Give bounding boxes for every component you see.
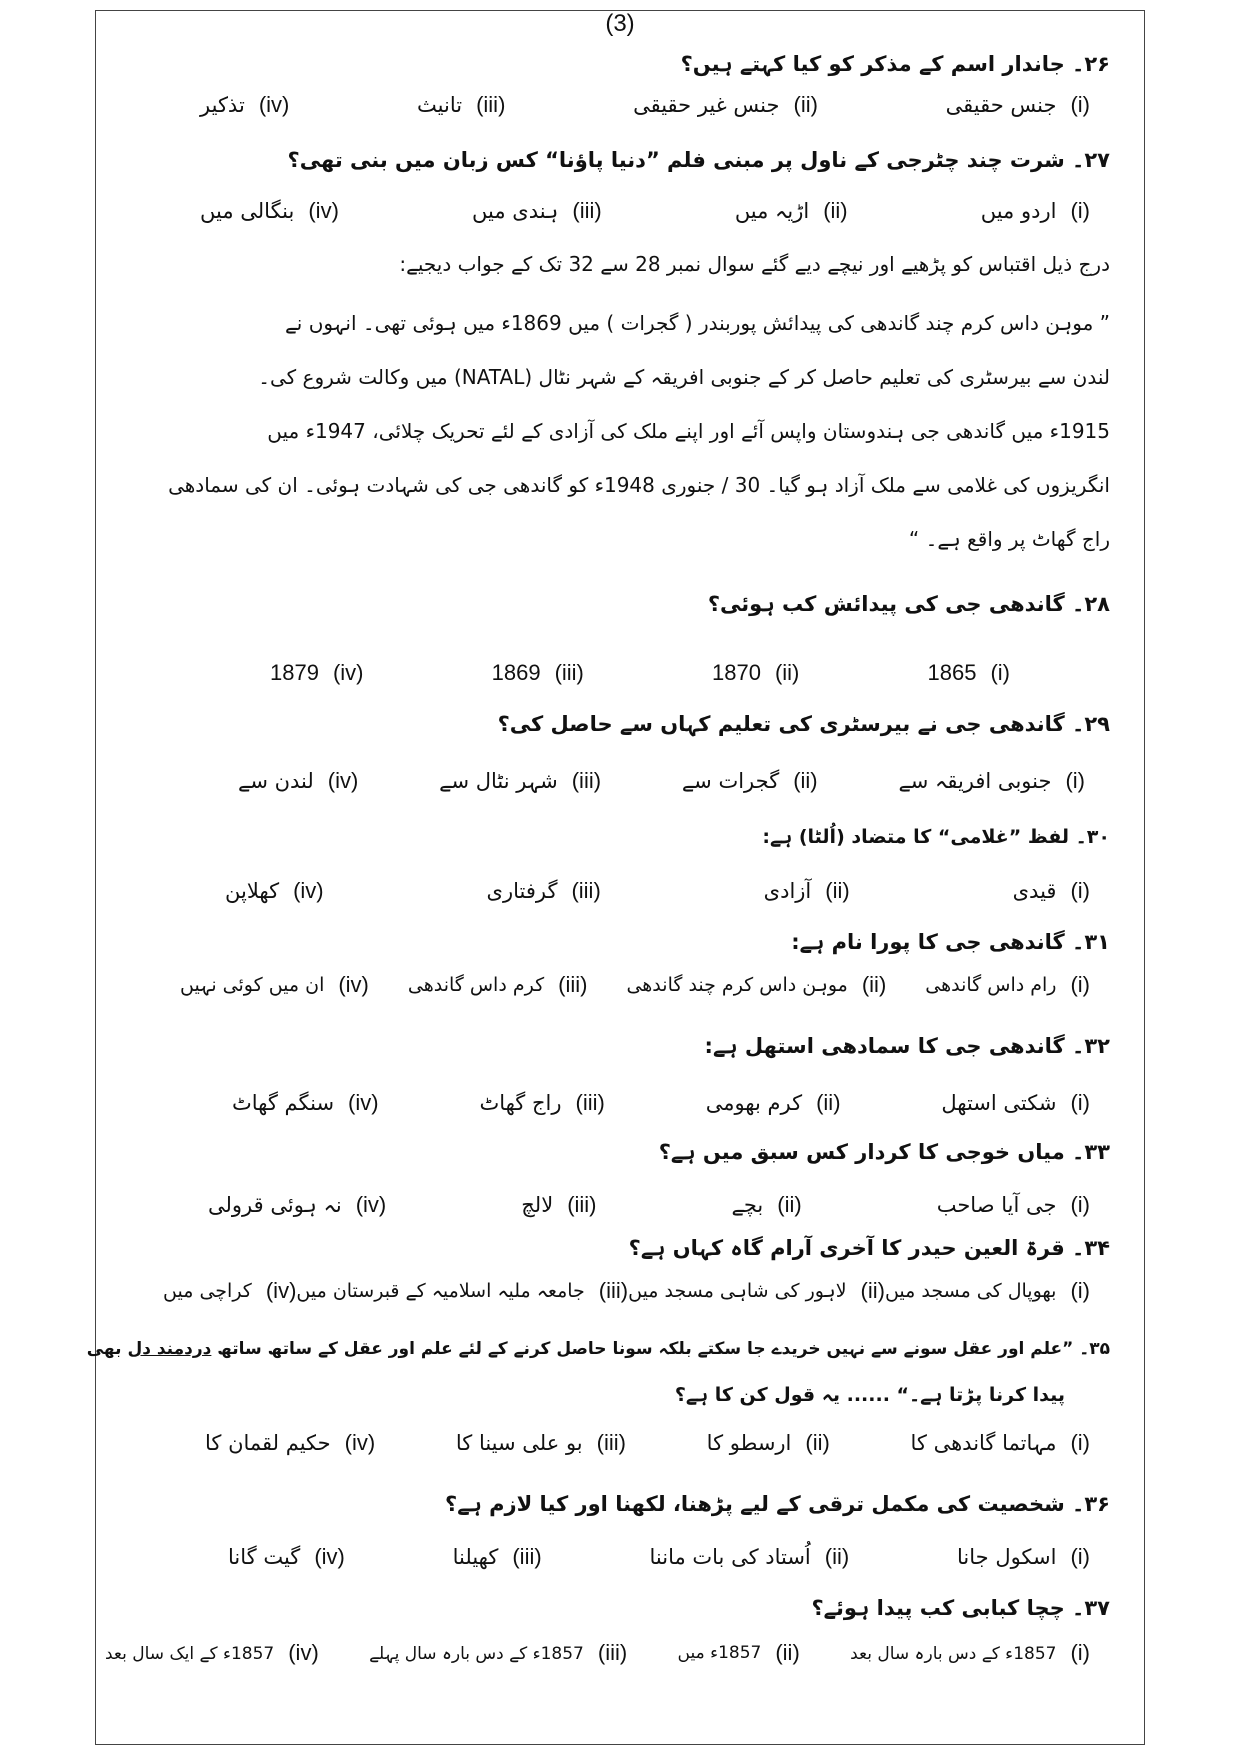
options-30: [225, 878, 1090, 904]
question-30: ۳۰۔ لفظ ”غلامی“ کا متضاد (اُلٹا) ہے:: [762, 826, 1110, 848]
question-27: ۲۷۔ شرت چند چٹرجی کے ناول پر مبنی فلم ”دنیا پاؤنا“ کس زبان میں بنی تھی؟: [287, 148, 1110, 172]
options-26: [200, 92, 1090, 118]
option[interactable]: (ii) گجرات سے: [681, 768, 818, 793]
question-34: ۳۴۔ قرۃ العین حیدر کا آخری آرام گاہ کہاں ہے؟: [628, 1236, 1110, 1260]
question-37: ۳۷۔ چچا کبابی کب پیدا ہوئے؟: [811, 1596, 1110, 1620]
option[interactable]: (iii) جامعہ ملیہ اسلامیہ کے قبرستان میں: [296, 1278, 629, 1303]
passage-line: راج گھاٹ پر واقع ہے۔ “: [908, 527, 1110, 551]
option[interactable]: (iii) بو علی سینا کا: [455, 1430, 626, 1455]
option[interactable]: (i) بھوپال کی مسجد میں: [884, 1278, 1090, 1303]
options-36: [228, 1544, 1090, 1570]
option[interactable]: (ii) 1870: [712, 660, 800, 685]
option[interactable]: (iv) گیت گانا: [228, 1544, 345, 1569]
option[interactable]: (ii) اڑیہ میں: [734, 198, 848, 223]
option[interactable]: (i) شکتی استھل: [941, 1090, 1090, 1115]
option[interactable]: (i) قیدی: [1012, 878, 1090, 903]
passage: [168, 296, 1110, 566]
option[interactable]: (i) رام داس گاندھی: [925, 972, 1090, 997]
page-number: (3): [605, 10, 635, 37]
options-31: [180, 972, 1090, 998]
option[interactable]: (ii) ارسطو کا: [706, 1430, 830, 1455]
passage-line: ” موہن داس کرم چند گاندھی کی پیدائش پوربندر ( گجرات ) میں 1869ء میں ہوئی تھی۔ انہوں نے: [285, 311, 1110, 335]
option[interactable]: (iv) لندن سے: [238, 768, 359, 793]
options-33: [208, 1192, 1090, 1218]
option[interactable]: (iv) کھلاپن: [225, 878, 324, 903]
options-34: [163, 1278, 1090, 1304]
option[interactable]: (ii) بچے: [731, 1192, 802, 1217]
options-28: [270, 660, 1010, 686]
passage-line: انگریزوں کی غلامی سے ملک آزاد ہو گیا۔ 30 / جنوری 1948ء کو گاندھی جی کی شہادت ہوئی۔ ان کی سمادھی: [168, 473, 1110, 497]
option[interactable]: (iv) کراچی میں: [163, 1278, 297, 1303]
option[interactable]: (iv) بنگالی میں: [200, 198, 339, 223]
option[interactable]: (i) اردو میں: [980, 198, 1090, 223]
option[interactable]: (iii) گرفتاری: [486, 878, 601, 903]
option[interactable]: (iv) حکیم لقمان کا: [205, 1430, 376, 1455]
option[interactable]: (i) جنس حقیقی: [945, 92, 1090, 117]
options-29: [238, 768, 1085, 794]
question-28: ۲۸۔ گاندھی جی کی پیدائش کب ہوئی؟: [707, 592, 1110, 616]
options-37: [105, 1640, 1090, 1666]
question-36: ۳۶۔ شخصیت کی مکمل ترقی کے لیے پڑھنا، لکھنا اور کیا لازم ہے؟: [445, 1492, 1110, 1516]
option[interactable]: (iv) ان میں کوئی نہیں: [180, 972, 369, 997]
option[interactable]: (iv) تذکیر: [200, 92, 290, 117]
option[interactable]: (i) 1865: [927, 660, 1010, 685]
option[interactable]: (iv) 1879: [270, 660, 364, 685]
option[interactable]: (iii) کرم داس گاندھی: [407, 972, 588, 997]
question-32: ۳۲۔ گاندھی جی کا سمادھی استھل ہے:: [704, 1034, 1110, 1058]
option[interactable]: (iii) لالچ: [521, 1192, 597, 1217]
question-35-line2: پیدا کرنا پڑتا ہے۔“ ...... یہ قول کن کا ہے؟: [674, 1384, 1065, 1406]
option[interactable]: (iii) شہر نٹال سے: [439, 768, 602, 793]
option[interactable]: (ii) لاہور کی شاہی مسجد میں: [628, 1278, 885, 1303]
question-29: ۲۹۔ گاندھی جی نے بیرسٹری کی تعلیم کہاں سے حاصل کی؟: [497, 712, 1110, 736]
option[interactable]: (iii) تانیث: [417, 92, 506, 117]
option[interactable]: (ii) موہن داس کرم چند گاندھی: [626, 972, 887, 997]
option[interactable]: (iii) ہندی میں: [472, 198, 602, 223]
option[interactable]: (ii) جنس غیر حقیقی: [633, 92, 818, 117]
option[interactable]: (iii) 1857ء کے دس بارہ سال پہلے: [369, 1640, 628, 1665]
option[interactable]: (i) جی آیا صاحب: [936, 1192, 1090, 1217]
option[interactable]: (ii) 1857ء میں: [677, 1640, 800, 1665]
question-31: ۳۱۔ گاندھی جی کا پورا نام ہے:: [791, 930, 1110, 954]
option[interactable]: (ii) کرم بھومی: [705, 1090, 841, 1115]
option[interactable]: (iii) راج گھاٹ: [479, 1090, 605, 1115]
option[interactable]: (iii) کھیلنا: [452, 1544, 542, 1569]
underlined-phrase: دردمند دل: [127, 1339, 212, 1359]
option[interactable]: (iv) 1857ء کے ایک سال بعد: [105, 1640, 319, 1665]
options-27: [200, 198, 1090, 224]
option[interactable]: (i) جنوبی افریقہ سے: [898, 768, 1085, 793]
options-32: [232, 1090, 1090, 1116]
option[interactable]: (ii) آزادی: [763, 878, 850, 903]
question-26: ۲۶۔ جاندار اسم کے مذکر کو کیا کہتے ہیں؟: [680, 52, 1110, 76]
passage-line: لندن سے بیرسٹری کی تعلیم حاصل کر کے جنوبی افریقہ کے شہر نٹال (NATAL) میں وکالت شروع کی۔: [258, 365, 1110, 389]
option[interactable]: (ii) اُستاد کی بات ماننا: [649, 1544, 850, 1569]
options-35: [205, 1430, 1090, 1456]
option[interactable]: (iv) نہ ہوئی قرولی: [208, 1192, 387, 1217]
question-35: ۳۵۔ ”علم اور عقل سونے سے نہیں خریدے جا سکتے بلکہ سونا حاصل کرنے کے لئے علم اور عقل کے ساتھ ساتھ دردمند دل بھی: [86, 1339, 1110, 1359]
passage-instruction: درج ذیل اقتباس کو پڑھیے اور نیچے دیے گئے سوال نمبر 28 سے 32 تک کے جواب دیجیے:: [399, 252, 1110, 276]
option[interactable]: (i) اسکول جانا: [957, 1544, 1090, 1569]
option[interactable]: (iii) 1869: [491, 660, 584, 685]
passage-line: 1915ء میں گاندھی جی ہندوستان واپس آئے اور اپنے ملک کی آزادی کے لئے تحریک چلائی، 1947ء میں: [267, 419, 1110, 443]
option[interactable]: (i) 1857ء کے دس بارہ سال بعد: [850, 1640, 1090, 1665]
question-33: ۳۳۔ میاں خوجی کا کردار کس سبق میں ہے؟: [658, 1140, 1110, 1164]
option[interactable]: (iv) سنگم گھاٹ: [232, 1090, 379, 1115]
option[interactable]: (i) مہاتما گاندھی کا: [910, 1430, 1090, 1455]
